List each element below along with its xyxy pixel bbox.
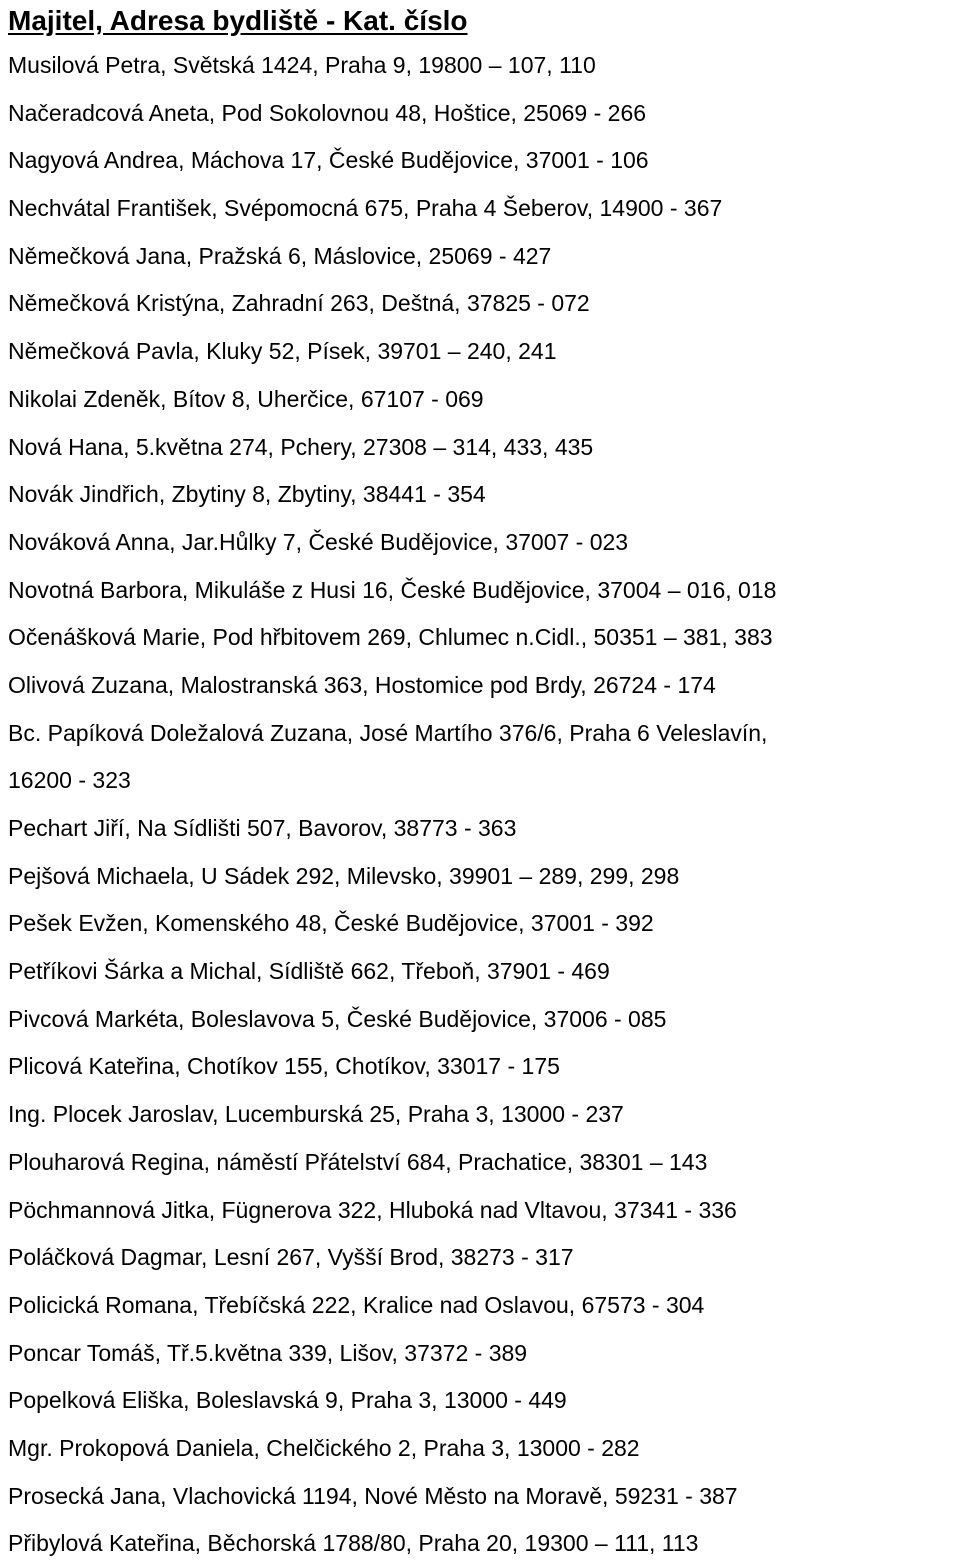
list-item: Poláčková Dagmar, Lesní 267, Vyšší Brod, 38273 - 317 xyxy=(8,1244,574,1271)
list-item: Pöchmannová Jitka, Fügnerova 322, Hluboká nad Vltavou, 37341 - 336 xyxy=(8,1196,737,1223)
page-title: Majitel, Adresa bydliště - Kat. číslo xyxy=(8,5,468,36)
list-item: Mgr. Prokopová Daniela, Chelčického 2, Praha 3, 13000 - 282 xyxy=(8,1434,640,1461)
list-item: Prosecká Jana, Vlachovická 1194, Nové Město na Moravě, 59231 - 387 xyxy=(8,1482,738,1509)
list-item: Nováková Anna, Jar.Hůlky 7, České Budějovice, 37007 - 023 xyxy=(8,528,629,555)
list-item: Plouharová Regina, náměstí Přátelství 684, Prachatice, 38301 – 143 xyxy=(8,1148,708,1175)
list-item: Pejšová Michaela, U Sádek 292, Milevsko, 39901 – 289, 299, 298 xyxy=(8,862,680,889)
list-item: Popelková Eliška, Boleslavská 9, Praha 3, 13000 - 449 xyxy=(8,1387,567,1414)
list-item: Policická Romana, Třebíčská 222, Kralice nad Oslavou, 67573 - 304 xyxy=(8,1291,705,1318)
list-item: Ing. Plocek Jaroslav, Lucemburská 25, Praha 3, 13000 - 237 xyxy=(8,1101,624,1128)
list-item: Poncar Tomáš, Tř.5.května 339, Lišov, 37372 - 389 xyxy=(8,1339,528,1366)
list-item: Očenášková Marie, Pod hřbitovem 269, Chlumec n.Cidl., 50351 – 381, 383 xyxy=(8,624,773,651)
list-item: Němečková Pavla, Kluky 52, Písek, 39701 – 240, 241 xyxy=(8,338,557,365)
list-item: Petříkovi Šárka a Michal, Sídliště 662, Třeboň, 37901 - 469 xyxy=(8,958,610,985)
owner-list xyxy=(8,42,958,1568)
list-item: Pešek Evžen, Komenského 48, České Budějovice, 37001 - 392 xyxy=(8,910,654,937)
list-item: Pechart Jiří, Na Sídlišti 507, Bavorov, 38773 - 363 xyxy=(8,815,517,842)
list-item: Pivcová Markéta, Boleslavova 5, České Budějovice, 37006 - 085 xyxy=(8,1005,667,1032)
list-item: Nikolai Zdeněk, Bítov 8, Uherčice, 67107 - 069 xyxy=(8,385,484,412)
list-item: Němečková Jana, Pražská 6, Máslovice, 25069 - 427 xyxy=(8,242,552,269)
list-item: Novák Jindřich, Zbytiny 8, Zbytiny, 38441 - 354 xyxy=(8,481,486,508)
list-item-line: Bc. Papíková Doležalová Zuzana, José Martího 376/6, Praha 6 Veleslavín, xyxy=(8,719,768,746)
list-item: Nagyová Andrea, Máchova 17, České Budějovice, 37001 - 106 xyxy=(8,147,649,174)
list-item: Němečková Kristýna, Zahradní 263, Deštná, 37825 - 072 xyxy=(8,290,590,317)
list-item: Nechvátal František, Svépomocná 675, Praha 4 Šeberov, 14900 - 367 xyxy=(8,195,723,222)
list-item-line: 16200 - 323 xyxy=(8,767,131,794)
list-item: Plicová Kateřina, Chotíkov 155, Chotíkov, 33017 - 175 xyxy=(8,1053,560,1080)
list-item: Olivová Zuzana, Malostranská 363, Hostomice pod Brdy, 26724 - 174 xyxy=(8,671,716,698)
list-item-wrapped xyxy=(8,710,958,805)
list-item: Načeradcová Aneta, Pod Sokolovnou 48, Hoštice, 25069 - 266 xyxy=(8,99,647,126)
list-item: Musilová Petra, Světská 1424, Praha 9, 19800 – 107, 110 xyxy=(8,52,596,78)
document-page xyxy=(8,0,958,1568)
list-item: Novotná Barbora, Mikuláše z Husi 16, České Budějovice, 37004 – 016, 018 xyxy=(8,576,777,603)
list-item: Přibylová Kateřina, Běchorská 1788/80, Praha 20, 19300 – 111, 113 xyxy=(8,1530,699,1557)
list-item: Nová Hana, 5.května 274, Pchery, 27308 – 314, 433, 435 xyxy=(8,433,594,460)
